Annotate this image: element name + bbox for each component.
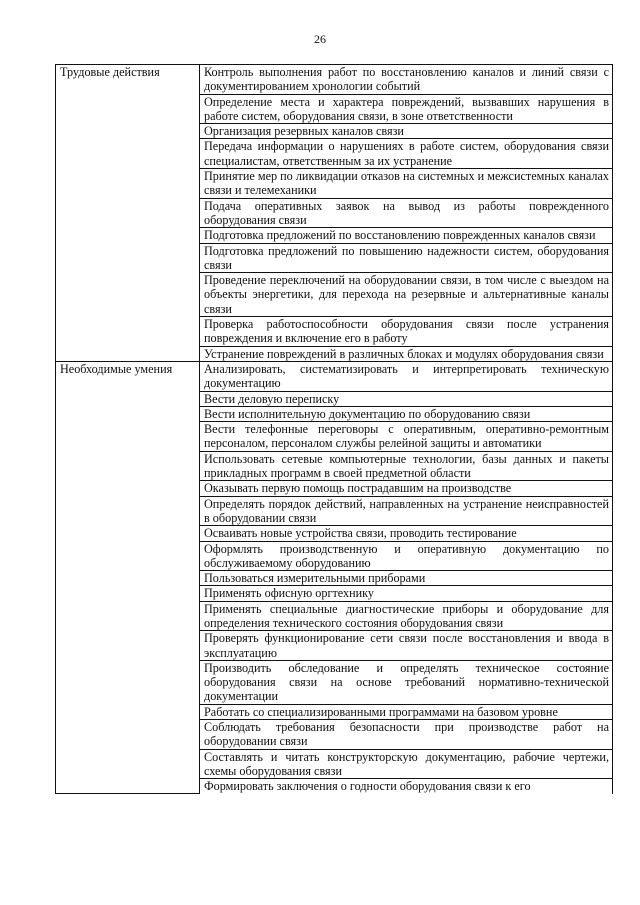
table-cell-item: Применять специальные диагностические приборы и оборудование для определения технического состояния оборудования связи [200,601,613,631]
table-cell-item: Подготовка предложений по восстановлению поврежденных каналов связи [200,228,613,243]
table-cell-item: Оказывать первую помощь пострадавшим на производстве [200,481,613,496]
table-cell-item: Осваивать новые устройства связи, проводить тестирование [200,526,613,541]
table-cell-item: Определение места и характера повреждений, вызвавших нарушения в работе систем, оборудования связи, в зоне ответственности [200,94,613,124]
table-cell-item: Использовать сетевые компьютерные технологии, базы данных и пакеты прикладных программ в своей предметной области [200,451,613,481]
table-cell-item: Составлять и читать конструкторскую документацию, рабочие чертежи, схемы оборудования связи [200,749,613,779]
section-label: Необходимые умения [56,361,200,793]
table-cell-item: Проверка работоспособности оборудования связи после устранения повреждения и включение его в работу [200,317,613,347]
table-cell-item: Устранение повреждений в различных блоках и модулях оборудования связи [200,346,613,361]
table-cell-item: Определять порядок действий, направленных на устранение неисправностей в оборудовании связи [200,496,613,526]
table-cell-item: Проведение переключений на оборудовании связи, в том числе с выездом на объекты энергетики, для перехода на резервные и альтернативные каналы связи [200,273,613,317]
table-cell-item: Вести телефонные переговоры с оперативным, оперативно-ремонтным персоналом, персоналом службы релейной защиты и автоматики [200,422,613,452]
table-row [56,361,613,391]
competency-table-body [56,65,613,794]
page-number: 26 [314,32,326,46]
table-cell-item: Соблюдать требования безопасности при производстве работ на оборудовании связи [200,720,613,750]
table-cell-item: Принятие мер по ликвидации отказов на системных и межсистемных каналах связи и телемеханики [200,169,613,199]
table-cell-item: Вести исполнительную документацию по оборудованию связи [200,406,613,421]
table-cell-item: Применять офисную оргтехнику [200,586,613,601]
table-cell-item: Организация резервных каналов связи [200,124,613,139]
section-label: Трудовые действия [56,65,200,362]
table-cell-item: Проверять функционирование сети связи после восстановления и ввода в эксплуатацию [200,631,613,661]
table-cell-item: Пользоваться измерительными приборами [200,571,613,586]
table-cell-item: Передача информации о нарушениях в работе систем, оборудования связи специалистам, ответственным за их устранение [200,139,613,169]
table-cell-item: Анализировать, систематизировать и интерпретировать техническую документацию [200,361,613,391]
table-cell-item: Подача оперативных заявок на вывод из работы поврежденного оборудования связи [200,198,613,228]
competency-table [55,64,613,794]
table-cell-item: Формировать заключения о годности оборудования связи к его [200,779,613,794]
table-cell-item: Оформлять производственную и оперативную документацию по обслуживаемому оборудованию [200,541,613,571]
table-cell-item: Производить обследование и определять техническое состояние оборудования связи на основе требований нормативно-технической документации [200,660,613,704]
table-cell-item: Подготовка предложений по повышению надежности систем, оборудования связи [200,243,613,273]
table-cell-item: Работать со специализированными программами на базовом уровне [200,704,613,719]
table-cell-item: Вести деловую переписку [200,391,613,406]
table-cell-item: Контроль выполнения работ по восстановлению каналов и линий связи с документированием хронологии событий [200,65,613,95]
table-row [56,65,613,95]
